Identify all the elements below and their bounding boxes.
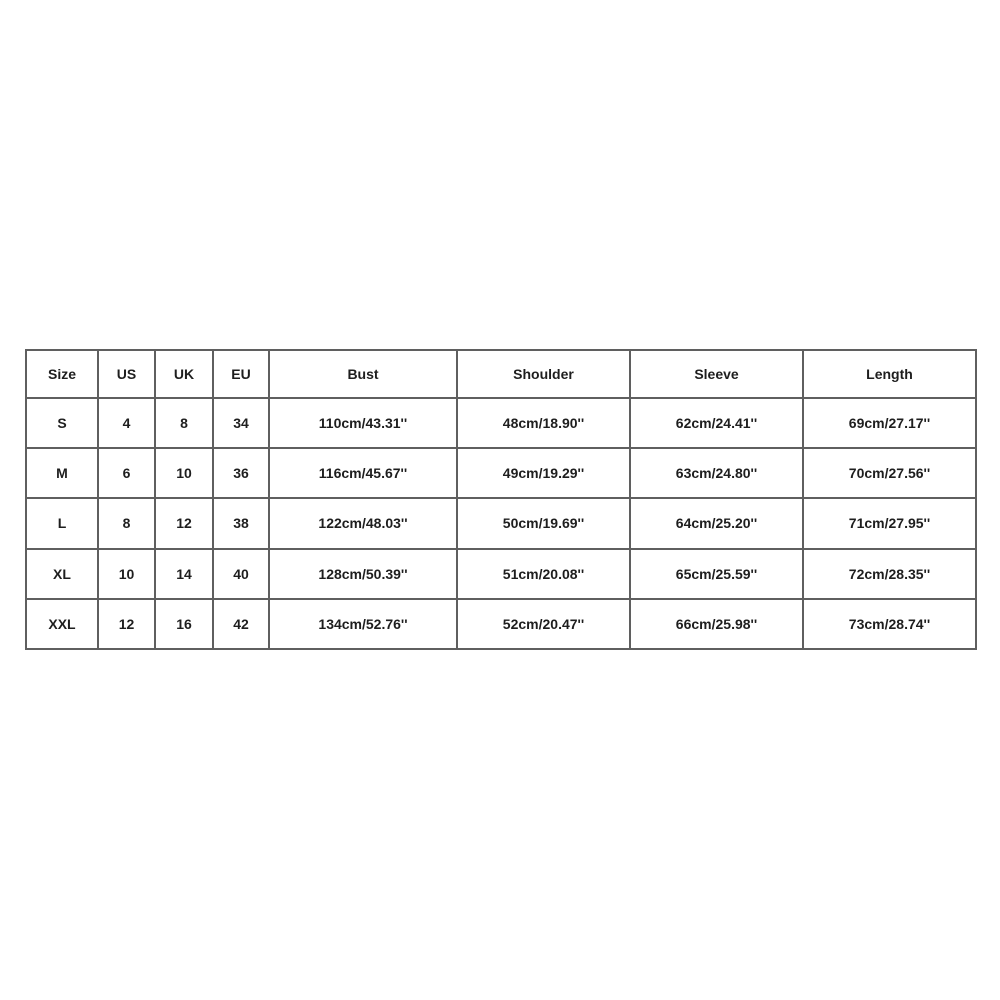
cell-shoulder: 51cm/20.08'' <box>457 549 630 599</box>
column-header-size: Size <box>26 350 98 398</box>
cell-bust: 122cm/48.03'' <box>269 498 457 548</box>
column-header-length: Length <box>803 350 976 398</box>
size-chart-table <box>25 349 977 650</box>
cell-length: 70cm/27.56'' <box>803 448 976 498</box>
table-row <box>26 398 976 448</box>
cell-bust: 128cm/50.39'' <box>269 549 457 599</box>
cell-us: 12 <box>98 599 155 649</box>
cell-shoulder: 50cm/19.69'' <box>457 498 630 548</box>
cell-bust: 110cm/43.31'' <box>269 398 457 448</box>
cell-eu: 42 <box>213 599 269 649</box>
cell-eu: 40 <box>213 549 269 599</box>
column-header-uk: UK <box>155 350 213 398</box>
cell-length: 72cm/28.35'' <box>803 549 976 599</box>
cell-sleeve: 64cm/25.20'' <box>630 498 803 548</box>
cell-eu: 38 <box>213 498 269 548</box>
table-row <box>26 599 976 649</box>
cell-size: M <box>26 448 98 498</box>
cell-uk: 10 <box>155 448 213 498</box>
cell-shoulder: 48cm/18.90'' <box>457 398 630 448</box>
cell-length: 71cm/27.95'' <box>803 498 976 548</box>
cell-eu: 36 <box>213 448 269 498</box>
column-header-sleeve: Sleeve <box>630 350 803 398</box>
table-row <box>26 498 976 548</box>
cell-sleeve: 63cm/24.80'' <box>630 448 803 498</box>
cell-uk: 14 <box>155 549 213 599</box>
column-header-shoulder: Shoulder <box>457 350 630 398</box>
cell-sleeve: 62cm/24.41'' <box>630 398 803 448</box>
table-row <box>26 448 976 498</box>
column-header-eu: EU <box>213 350 269 398</box>
cell-eu: 34 <box>213 398 269 448</box>
cell-uk: 12 <box>155 498 213 548</box>
cell-size: S <box>26 398 98 448</box>
cell-size: L <box>26 498 98 548</box>
column-header-us: US <box>98 350 155 398</box>
column-header-bust: Bust <box>269 350 457 398</box>
cell-size: XL <box>26 549 98 599</box>
cell-us: 8 <box>98 498 155 548</box>
cell-uk: 8 <box>155 398 213 448</box>
cell-shoulder: 49cm/19.29'' <box>457 448 630 498</box>
cell-length: 73cm/28.74'' <box>803 599 976 649</box>
cell-sleeve: 65cm/25.59'' <box>630 549 803 599</box>
cell-sleeve: 66cm/25.98'' <box>630 599 803 649</box>
cell-us: 6 <box>98 448 155 498</box>
cell-us: 10 <box>98 549 155 599</box>
header-row <box>26 350 976 398</box>
cell-us: 4 <box>98 398 155 448</box>
cell-shoulder: 52cm/20.47'' <box>457 599 630 649</box>
cell-length: 69cm/27.17'' <box>803 398 976 448</box>
table-row <box>26 549 976 599</box>
cell-bust: 134cm/52.76'' <box>269 599 457 649</box>
cell-uk: 16 <box>155 599 213 649</box>
cell-size: XXL <box>26 599 98 649</box>
cell-bust: 116cm/45.67'' <box>269 448 457 498</box>
